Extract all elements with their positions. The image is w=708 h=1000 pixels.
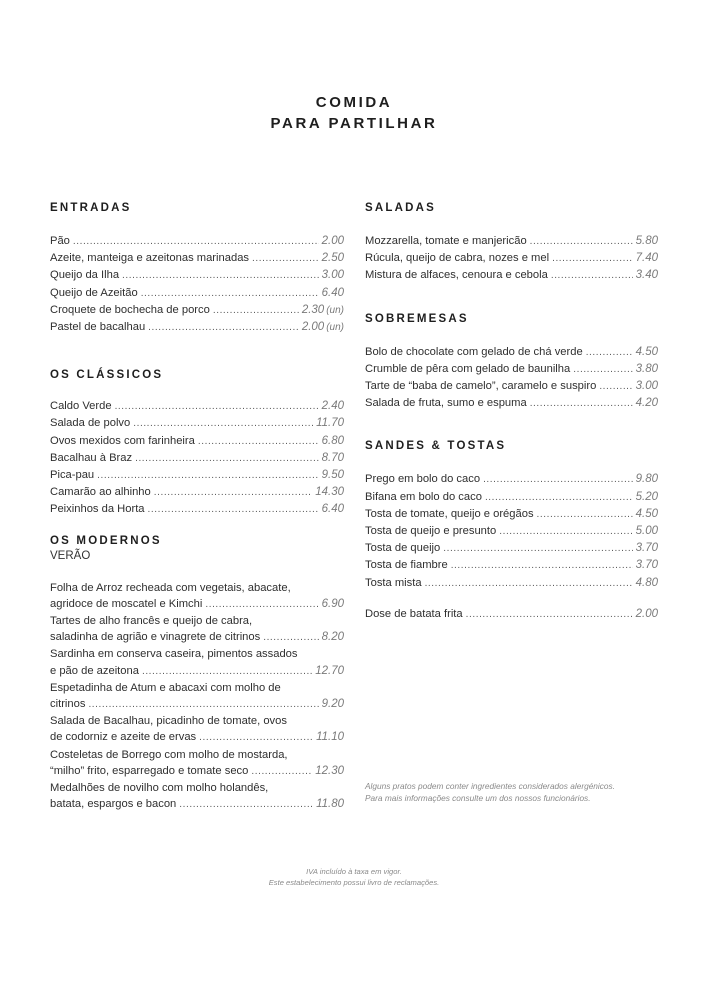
section-classicos [50,367,344,518]
leader-dots [263,630,318,646]
item-price: 5.20 [635,490,658,503]
section-title-saladas: SALADAS [365,202,436,214]
item-name: Tosta mista [365,576,422,589]
item-name: Mistura de alfaces, cenoura e cebola [365,269,548,282]
item-name: batata, espargos e bacon [50,798,177,811]
menu-item [50,780,344,813]
page-title [0,92,708,134]
leader-dots [466,607,633,623]
item-description: Folha de Arroz recheada com vegetais, abacate, [50,581,291,594]
leader-dots [573,362,632,378]
menu-item [50,285,344,302]
menu-item [50,613,344,646]
item-price: 3.70 [635,542,658,555]
item-price: 3.40 [635,269,658,282]
leader-dots [530,234,633,250]
item-name: Bolo de chocolate com gelado de chá verde [365,345,583,358]
footer-line-2: Este estabelecimento possui livro de reclamações. [268,878,440,887]
menu-item [50,233,344,250]
menu-item [50,302,344,319]
item-price: 6.80 [321,434,344,447]
menu-item [50,747,344,780]
item-name: Tosta de tomate, queijo e orégãos [365,507,534,520]
item-name: de codorniz e azeite de ervas [50,731,197,744]
menu-item [365,378,658,395]
leader-dots [154,485,312,501]
item-unit: (un) [326,304,344,316]
menu-item [365,540,658,557]
leader-dots [537,507,633,523]
item-price: 11.70 [316,417,344,430]
item-name: Croquete de bochecha de porco [50,303,210,316]
leader-dots [551,268,633,284]
leader-dots [97,468,318,484]
menu-item [50,267,344,284]
item-price: 9.20 [321,698,344,711]
item-name: Bifana em bolo do caco [365,490,482,503]
leader-dots [451,558,633,574]
item-price: 6.40 [321,503,344,516]
footer-note [0,866,708,888]
menu-item [50,398,344,415]
menu-item [365,506,658,523]
item-price: 2.00 [321,235,344,247]
menu-item [50,646,344,679]
item-name: Prego em bolo do caco [365,473,481,486]
menu-item [365,250,658,267]
menu-item [365,233,658,250]
menu-item [365,575,658,592]
item-name: Queijo de Azeitão [50,286,138,299]
section-sobremesas [365,311,658,413]
leader-dots [148,320,299,336]
item-description: Medalhões de novilho com molho holandês, [50,782,269,795]
title-line-2: PARA PARTILHAR [270,115,438,132]
section-subtitle-verao: VERÃO [50,549,91,562]
item-name: saladinha de agrião e vinagrete de citrinos [50,631,261,644]
item-name: Salada de fruta, sumo e espuma [365,397,527,410]
item-price: 4.80 [635,576,658,589]
item-name: Queijo da Ilha [50,269,120,282]
item-price: 3.00 [321,269,344,282]
leader-dots [599,379,632,395]
item-description: Salada de Bacalhau, picadinho de tomate, ovos [50,715,287,728]
leader-dots [443,541,632,557]
modernos-list [50,580,344,814]
item-price: 3.00 [635,380,658,393]
item-price: 5.80 [635,235,658,247]
item-name: Rúcula, queijo de cabra, nozes e mel [365,252,550,265]
item-name: Ovos mexidos com farinheira [50,434,195,447]
section-sandes-tostas [365,438,658,623]
item-description: Sardinha em conserva caseira, pimentos assados [50,648,298,661]
section-title-modernos: OS MODERNOS [50,534,162,547]
item-price: 4.50 [635,345,658,358]
menu-item [50,319,344,336]
menu-item [50,484,344,501]
item-price: 11.10 [316,731,344,744]
menu-item [50,433,344,450]
leader-dots [148,502,319,518]
item-name: Camarão ao alhinho [50,486,151,499]
item-name: citrinos [50,698,86,711]
item-price: 8.20 [321,631,344,644]
menu-item [365,361,658,378]
item-price: 6.90 [321,597,344,610]
menu-item [365,395,658,412]
item-name: Pão [50,235,70,247]
item-price: 9.80 [635,473,658,486]
menu-item [365,489,658,506]
menu-item [365,557,658,574]
item-price: 2.30 [301,303,325,316]
item-price: 2.40 [321,400,344,413]
right-column [365,200,658,623]
menu-item [50,580,344,613]
leader-dots [530,396,633,412]
leader-dots [425,576,633,592]
leader-dots [552,251,633,267]
section-title-classicos: OS CLÁSSICOS [50,369,164,382]
item-name: e pão de azeitona [50,664,139,677]
item-name: agridoce de moscatel e Kimchi [50,597,203,610]
section-title-entradas: ENTRADAS [50,202,132,214]
item-name: Tosta de queijo e presunto [365,525,497,538]
item-price: 14.30 [315,486,344,499]
section-saladas [365,200,658,285]
leader-dots [586,345,633,361]
item-description: Costeletas de Borrego com molho de mostarda, [50,748,288,761]
menu-item [365,344,658,361]
leader-dots [252,251,319,267]
leader-dots [499,524,632,540]
leader-dots [115,399,319,415]
leader-dots [179,797,313,813]
menu-item [50,467,344,484]
leader-dots [133,416,313,432]
entradas-list [50,233,344,336]
item-name: Tosta de fiambre [365,559,448,572]
leader-dots [251,764,312,780]
leader-dots [198,434,319,450]
leader-dots [205,597,318,613]
leader-dots [88,697,318,713]
item-price: 5.00 [635,525,658,538]
leader-dots [199,730,313,746]
menu-item [50,415,344,432]
section-title-sobremesas: SOBREMESAS [365,312,469,325]
item-price: 2.00 [301,321,325,334]
item-name: Mozzarella, tomate e manjericão [365,235,527,247]
leader-dots [122,268,319,284]
leader-dots [483,472,633,488]
allergen-note [365,780,665,804]
menu-item [50,713,344,746]
section-modernos [50,533,344,814]
classicos-list [50,398,344,518]
item-description: Tartes de alho francês e queijo de cabra, [50,615,253,628]
menu-item [365,267,658,284]
saladas-list [365,233,658,285]
leader-dots [485,490,633,506]
item-price: 4.20 [635,397,658,410]
item-price: 12.30 [315,764,344,777]
title-line-1: COMIDA [315,94,393,111]
item-name: Tosta de queijo [365,542,441,555]
item-price: 11.80 [316,798,344,811]
menu-item [365,523,658,540]
item-price: 3.80 [635,362,658,375]
section-entradas [50,200,344,336]
menu-item [50,250,344,267]
item-price: 2.00 [635,607,658,620]
allergen-note-line-2: Para mais informações consulte um dos nossos funcionários. [365,793,591,803]
item-name: Peixinhos da Horta [50,503,145,516]
item-name: Tarte de “baba de camelo”, caramelo e suspiro [365,380,597,393]
leader-dots [73,234,319,250]
left-column [50,200,344,813]
menu-item-batata-frita [365,606,658,623]
menu-item [50,680,344,713]
item-price: 3.70 [635,559,658,572]
leader-dots [141,286,319,302]
menu-item [50,501,344,518]
leader-dots [213,303,299,319]
item-price: 7.40 [635,252,658,265]
item-name: Pica-pau [50,469,95,482]
item-name: Salada de polvo [50,417,131,430]
item-name: Pastel de bacalhau [50,321,146,334]
allergen-note-line-1: Alguns pratos podem conter ingredientes considerados alergénicos. [365,781,615,791]
item-name: Caldo Verde [50,400,112,413]
item-name: Azeite, manteiga e azeitonas marinadas [50,252,250,265]
item-name: Dose de batata frita [365,607,463,620]
leader-dots [135,451,319,467]
item-price: 8.70 [321,451,344,464]
menu-item [50,450,344,467]
item-name: “milho” frito, esparregado e tomate seco [50,764,249,777]
item-price: 6.40 [321,286,344,299]
item-name: Bacalhau à Braz [50,451,133,464]
sobremesas-list [365,344,658,413]
item-description: Espetadinha de Atum e abacaxi com molho de [50,681,281,694]
item-price: 2.50 [321,252,344,265]
item-name: Crumble de pêra com gelado de baunilha [365,362,571,375]
item-unit: (un) [326,322,344,334]
item-price: 12.70 [315,664,344,677]
item-price: 4.50 [635,507,658,520]
sandes-list [365,471,658,591]
leader-dots [142,664,312,680]
footer-line-1: IVA incluído à taxa em vigor. [306,867,402,876]
item-price: 9.50 [321,469,344,482]
section-title-sandes-tostas: SANDES & TOSTAS [365,440,507,453]
menu-item [365,471,658,488]
